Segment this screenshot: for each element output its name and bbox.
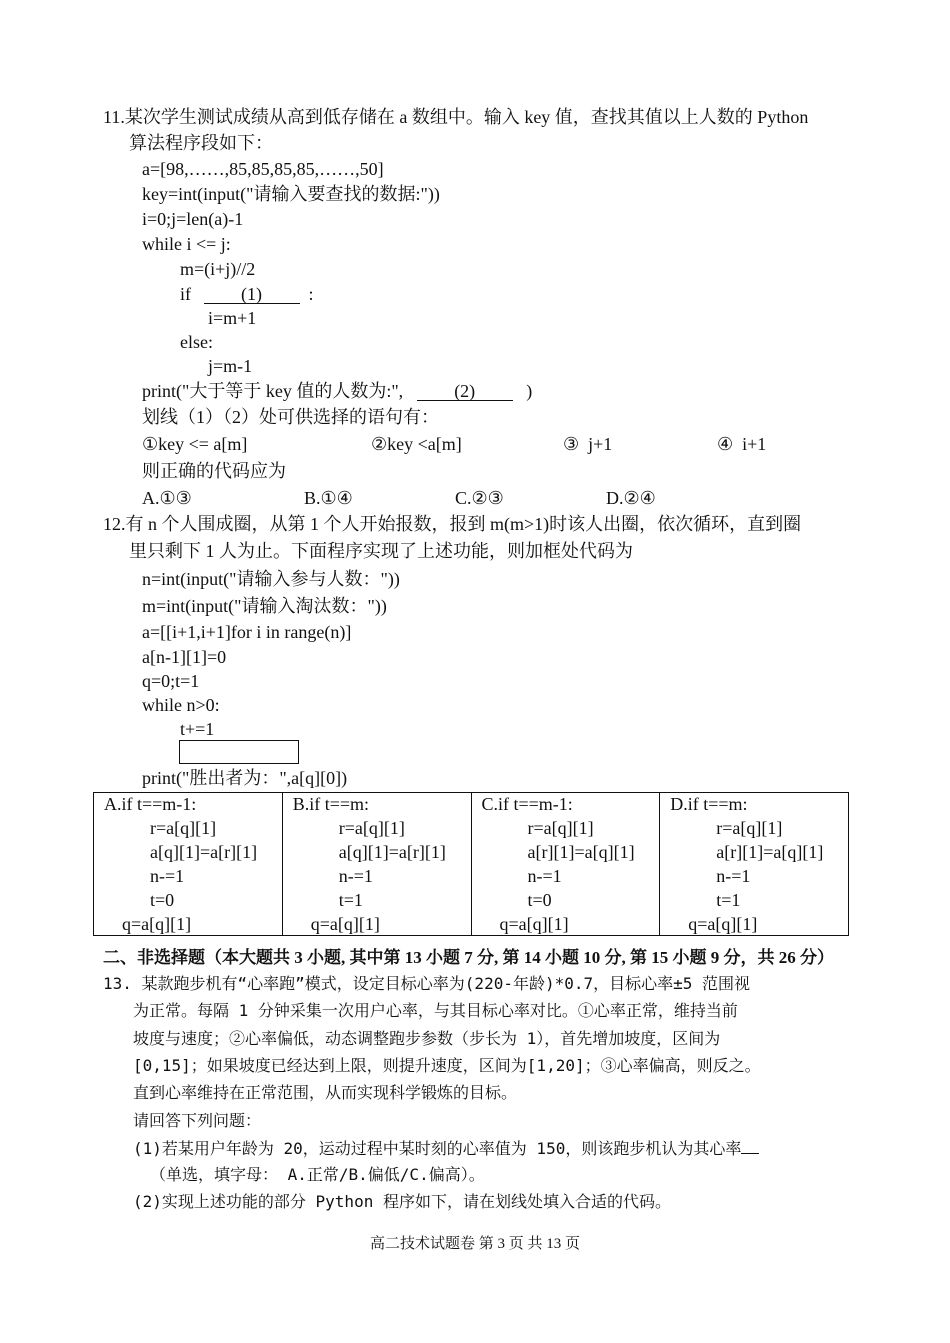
q11-code-line: j=m-1: [208, 356, 253, 376]
sub1-blank[interactable]: [741, 1137, 759, 1154]
q13-stem-line: [0,15]；如果坡度已经达到上限，则提升速度，区间为[1,20]；③心率偏高，则反之。: [133, 1056, 761, 1075]
option-line: n-=1: [150, 866, 185, 886]
option-line: r=a[q][1]: [527, 818, 594, 838]
q12-option-b[interactable]: [282, 793, 471, 936]
option-line: n-=1: [716, 866, 751, 886]
q13-stem-line: 坡度与速度；②心率偏低，动态调整跑步参数（步长为 1），首先增加坡度，区间为: [133, 1029, 721, 1048]
option-line: q=a[q][1]: [122, 914, 192, 934]
sub1-text: (1)若某用户年龄为 20，运动过程中某时刻的心率值为 150，则该跑步机认为其心率: [133, 1139, 742, 1158]
q11-code-line: while i <= j:: [142, 234, 231, 254]
if-keyword: if: [180, 284, 196, 304]
option-line: r=a[q][1]: [716, 818, 783, 838]
q12-stem-line2: 里只剩下 1 人为止。下面程序实现了上述功能，则加框处代码为: [129, 541, 633, 561]
q12-stem-line1: 12.有 n 个人围成圈，从第 1 个人开始报数，报到 m(m>1)时该人出圈，依次循环，直到圈: [103, 514, 802, 534]
q11-code-line: i=m+1: [208, 308, 257, 328]
option-line: q=a[q][1]: [688, 914, 758, 934]
q11-code-line: a=[98,……,85,85,85,85,……,50]: [142, 159, 384, 179]
q12-code-line: a=[[i+1,i+1]for i in range(n)]: [142, 622, 352, 642]
q11-code-line: m=(i+j)//2: [180, 259, 256, 279]
colon: :: [299, 284, 314, 304]
q11-choice: ①key <= a[m]: [142, 434, 248, 454]
q12-code-line: n=int(input("请输入参与人数：")): [142, 569, 400, 589]
option-line: r=a[q][1]: [338, 818, 405, 838]
option-head: D.if t==m:: [670, 794, 748, 814]
option-line: a[q][1]=a[r][1]: [338, 842, 446, 862]
q11-stem-line2: 算法程序段如下：: [129, 133, 273, 153]
q13-sub1-line2: （单选，填字母： A.正常/B.偏低/C.偏高）。: [150, 1165, 485, 1184]
option-line: a[q][1]=a[r][1]: [150, 842, 258, 862]
q12-option-a[interactable]: [94, 793, 283, 936]
q12-print-line: print("胜出者为：",a[q][0]): [142, 768, 348, 788]
q13-stem-line: 直到心率维持在正常范围，从而实现科学锻炼的目标。: [133, 1083, 518, 1102]
section-heading: 二、非选择题（本大题共 3 小题, 其中第 13 小题 7 分, 第 14 小题 10 分, 第 15 小题 9 分，共 26 分）: [103, 948, 834, 967]
q11-option-b[interactable]: B.①④: [304, 488, 353, 508]
option-head: B.if t==m:: [292, 794, 370, 814]
option-line: r=a[q][1]: [150, 818, 217, 838]
q12-option-d[interactable]: [660, 793, 849, 936]
print-prefix: print("大于等于 key 值的人数为:",: [142, 381, 417, 401]
q11-choice-intro: 划线（1）（2）处可供选择的语句有：: [142, 407, 439, 427]
option-line: n-=1: [527, 866, 562, 886]
q11-print-line: [142, 380, 532, 402]
q12-code-line: q=0;t=1: [142, 671, 200, 691]
q11-option-c[interactable]: C.②③: [455, 488, 504, 508]
q13-sub1-line1: [133, 1137, 759, 1160]
option-head: C.if t==m-1:: [481, 794, 573, 814]
blank-2[interactable]: (2): [417, 382, 513, 401]
option-line: t=0: [150, 890, 175, 910]
q11-if-line: [180, 283, 314, 305]
option-line: a[r][1]=a[q][1]: [527, 842, 635, 862]
option-line: t=1: [716, 890, 741, 910]
q12-code-line: a[n-1][1]=0: [142, 647, 227, 667]
q12-option-c[interactable]: [471, 793, 660, 936]
q11-choice: ③ j+1: [563, 434, 613, 454]
q12-code-line: t+=1: [180, 719, 215, 739]
option-line: q=a[q][1]: [499, 914, 569, 934]
option-line: t=0: [527, 890, 552, 910]
answer-box[interactable]: [179, 740, 299, 764]
option-line: t=1: [338, 890, 363, 910]
page-footer: 高二技术试题卷 第 3 页 共 13 页: [369, 1236, 580, 1252]
q12-code-line: while n>0:: [142, 695, 220, 715]
q11-code-line: key=int(input("请输入要查找的数据:")): [142, 184, 440, 204]
blank-1[interactable]: (1): [204, 285, 300, 304]
option-line: a[r][1]=a[q][1]: [716, 842, 824, 862]
q12-options-table: [93, 792, 849, 936]
q13-sub2: (2)实现上述功能的部分 Python 程序如下，请在划线处填入合适的代码。: [133, 1192, 671, 1211]
q11-option-d[interactable]: D.②④: [606, 488, 656, 508]
option-line: n-=1: [338, 866, 373, 886]
q11-ask: 则正确的代码应为: [142, 461, 286, 481]
q12-code-line: m=int(input("请输入淘汰数：")): [142, 596, 387, 616]
q11-choice: ②key <a[m]: [371, 434, 462, 454]
q13-prompt: 请回答下列问题：: [133, 1111, 262, 1130]
q11-stem-line1: 11.某次学生测试成绩从高到低存储在 a 数组中。输入 key 值，查找其值以上人数的 Python: [103, 107, 809, 127]
q13-stem-line: 13. 某款跑步机有“心率跑”模式，设定目标心率为(220-年龄)*0.7，目标心率±5 范围视: [103, 974, 751, 993]
print-suffix: ): [512, 381, 533, 401]
q11-code-line: else:: [180, 332, 213, 352]
q11-code-line: i=0;j=len(a)-1: [142, 209, 244, 229]
q13-stem-line: 为正常。每隔 1 分钟采集一次用户心率，与其目标心率对比。①心率正常，维持当前: [133, 1001, 738, 1020]
q11-choice: ④ i+1: [717, 434, 767, 454]
option-line: q=a[q][1]: [310, 914, 380, 934]
option-head: A.if t==m-1:: [104, 794, 197, 814]
q11-option-a[interactable]: A.①③: [142, 488, 192, 508]
